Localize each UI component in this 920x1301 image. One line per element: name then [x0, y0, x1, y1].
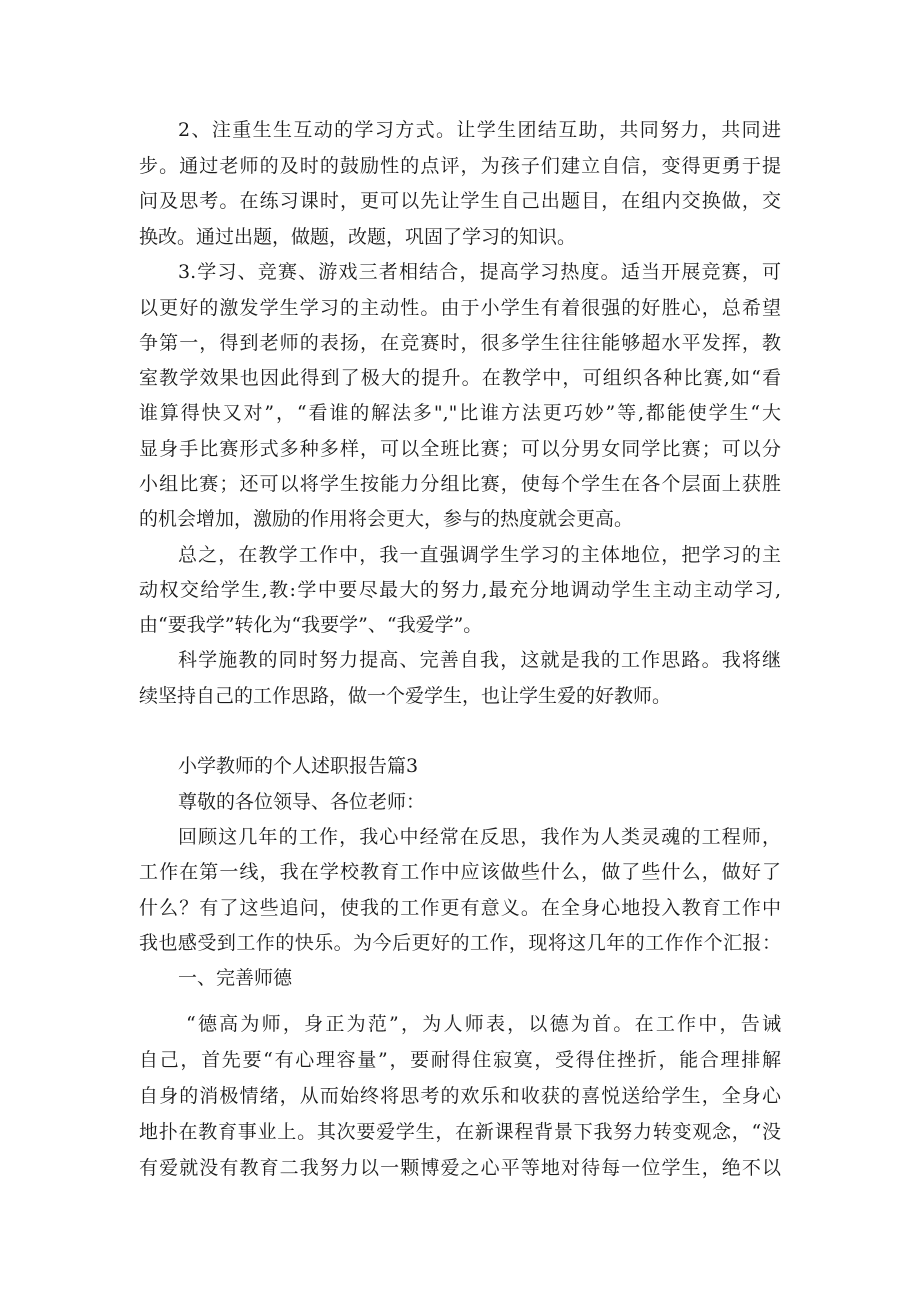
text-line: 步。通过老师的及时的鼓励性的点评，为孩子们建立自信，变得更勇于提	[139, 155, 781, 177]
text-line: 争第一，得到老师的表扬，在竞赛时，很多学生往往能够超水平发挥，教	[139, 332, 781, 354]
text-line: 室教学效果也因此得到了极大的提升。在教学中，可组织各种比赛,如“看	[139, 367, 781, 389]
text-line: 谁算得快又对”，“看谁的解法多","比谁方法更巧妙”等,都能使学生“大	[139, 402, 781, 424]
text-line: 显身手比赛形式多种多样，可以全班比赛；可以分男女同学比赛；可以分	[139, 438, 781, 460]
text-line: 科学施教的同时努力提高、完善自我，这就是我的工作思路。我将继	[178, 649, 781, 671]
text-line: 小组比赛；还可以将学生按能力分组比赛，使每个学生在各个层面上获胜	[139, 473, 781, 495]
text-line: 的机会增加，激励的作用将会更大，参与的热度就会更高。	[139, 508, 634, 530]
text-line: 动权交给学生,教:学中要尽最大的努力,最充分地调动学生主动主动学习,	[139, 579, 781, 601]
text-line: 地扑在教育事业上。其次要爱学生，在新课程背景下我努力转变观念，“没	[139, 1121, 781, 1143]
text-line: 由“要我学”转化为“我要学”、“我爱学”。	[139, 614, 483, 636]
text-line: 什么？有了这些追问，使我的工作更有意义。在全身心地投入教育工作中	[139, 897, 781, 919]
text-line: 总之，在教学工作中，我一直强调学生学习的主体地位，把学习的主	[178, 544, 781, 566]
text-line: “德高为师，身正为范”，为人师表，以德为首。在工作中，告诫	[186, 1013, 781, 1035]
text-line: 有爱就没有教育二我努力以一颗博爱之心平等地对待每一位学生，绝不以	[139, 1157, 781, 1179]
text-line: 回顾这几年的工作，我心中经常在反思，我作为人类灵魂的工程师，	[178, 826, 781, 848]
salutation: 尊敬的各位领导、各位老师：	[178, 791, 426, 813]
text-line: 问及思考。在练习课时，更可以先让学生自己出题目，在组内交换做，交	[139, 190, 781, 212]
text-line: 续坚持自己的工作思路，做一个爱学生，也让学生爱的好教师。	[139, 685, 672, 707]
text-line: 换改。通过出题，做题，改题，巩固了学习的知识。	[139, 226, 577, 248]
text-line: 3.学习、竞赛、游戏三者相结合，提高学习热度。适当开展竞赛，可	[178, 261, 781, 283]
text-line: 自己，首先要“有心理容量”，要耐得住寂寞，受得住挫折，能合理排解	[139, 1049, 781, 1071]
text-line: 工作在第一线，我在学校教育工作中应该做些什么，做了些什么，做好了	[139, 861, 781, 883]
section-heading: 小学教师的个人述职报告篇3	[178, 755, 419, 777]
text-line: 以更好的激发学生学习的主动性。由于小学生有着很强的好胜心，总希望	[139, 297, 781, 319]
text-line: 2、注重生生互动的学习方式。让学生团结互助，共同努力，共同进	[178, 119, 781, 141]
subsection-heading: 一、完善师德	[178, 967, 293, 989]
text-line: 自身的消极情绪，从而始终将思考的欢乐和收获的喜悦送给学生，全身心	[139, 1085, 781, 1107]
text-line: 我也感受到工作的快乐。为今后更好的工作，现将这几年的工作作个汇报：	[139, 932, 781, 954]
